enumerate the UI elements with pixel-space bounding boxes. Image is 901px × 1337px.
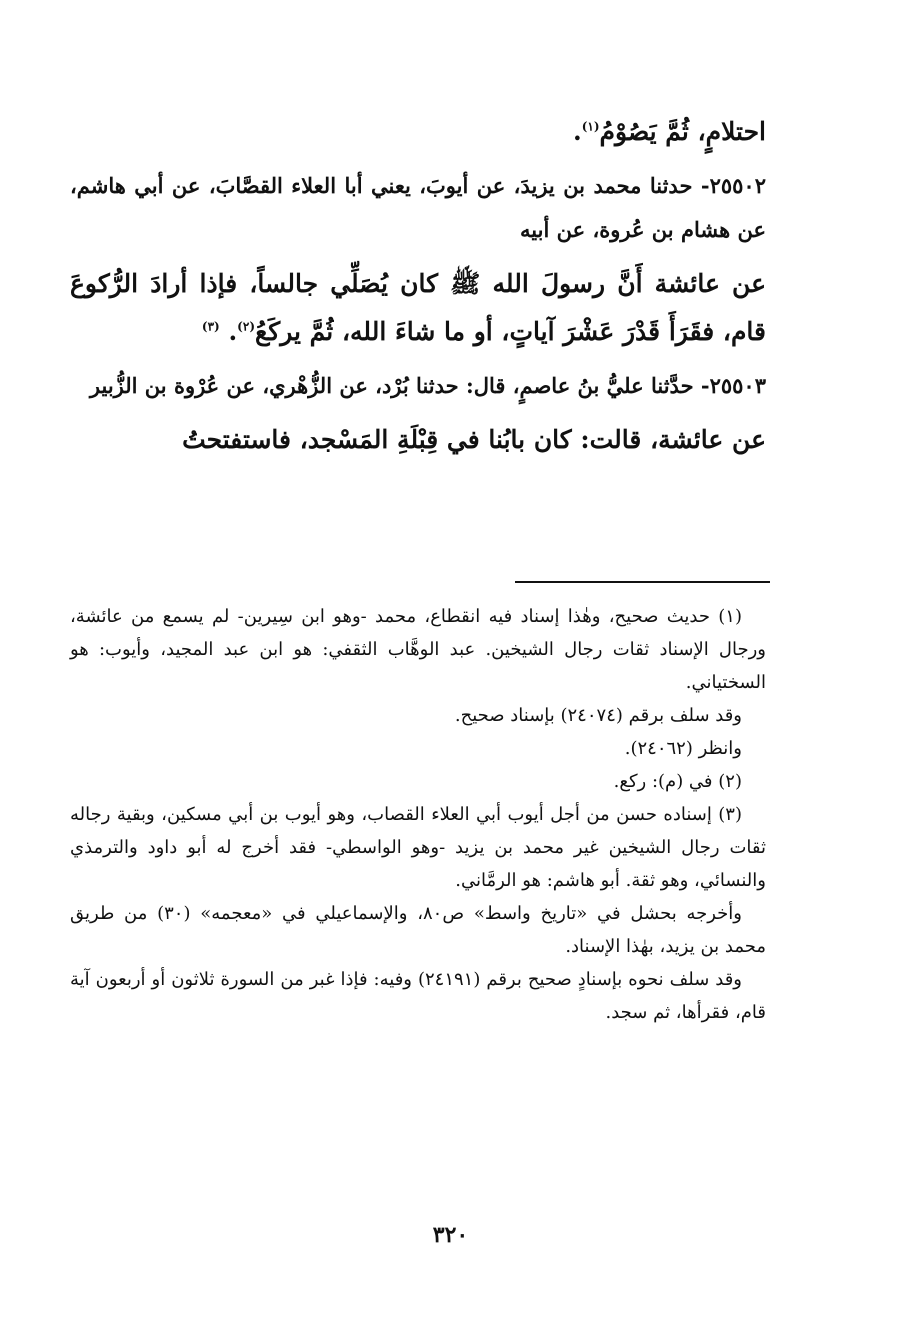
period: .	[228, 317, 238, 346]
isnad-25502: ٢٥٥٠٢- حدثنا محمد بن يزيدَ، عن أيوبَ، يعني أبا العلاء القصَّابَ، عن أبي هاشم، عن هشام بن عُروة، عن أبيه	[70, 173, 766, 242]
hadith-text-continuation	[70, 108, 766, 156]
footnote-3-cross-ref: وقد سلف نحوه بإسنادٍ صحيح برقم (٢٤١٩١) وفيه: فإذا غبر من السورة ثلاثون أو أربعون آية قام، فقرأها، ثم سجد.	[70, 969, 766, 1023]
period: .	[573, 117, 582, 146]
footnote-ref: (٢)	[237, 319, 255, 334]
footnote-1: (١) حديث صحيح، وهٰذا إسناد فيه انقطاع، محمد -وهو ابن سِيرين- لم يسمع من عائشة، ورجال الإسناد ثقات رجال الشيخين. عبد الوهَّاب الثقفي: هو ابن عبد المجيد، وأيوب: هو السختياني.	[70, 606, 766, 693]
footnotes	[70, 600, 766, 1029]
main-text	[70, 108, 766, 464]
footnote-1-cross-ref: وقد سلف برقم (٢٤٠٧٤) بإسناد صحيح.	[454, 705, 742, 726]
page-number: ٣٢٠	[432, 1222, 469, 1248]
matn-25502	[70, 260, 766, 356]
matn-text: عن عائشة أَنَّ رسولَ الله ﷺ كان يُصَلِّي جالساً، فإذا أرادَ الرُّكوعَ قام، فقَرَأَ قَدْرَ عَشْرَ آياتٍ، أو ما شاءَ الله، ثُمَّ يركَعُ	[70, 269, 766, 346]
matn-25503: عن عائشة، قالت: كان بابُنا في قِبْلَةِ المَسْجد، فاستفتحتُ	[182, 425, 766, 454]
footnote-1-see-also: وانظر (٢٤٠٦٢).	[624, 738, 742, 759]
footnote-ref: (٣)	[201, 319, 220, 334]
footnote-separator	[515, 581, 770, 583]
footnote-3: (٣) إسناده حسن من أجل أيوب أبي العلاء القصاب، وهو أيوب بن أبي مسكين، وبقية رجاله ثقات رجال الشيخين غير محمد بن يزيد -وهو الواسطي- فقد أخرج له أبو داود والترمذي والنسائي، وهو ثقة. أبو هاشم: هو الرمَّاني.	[70, 804, 766, 891]
isnad-25503: ٢٥٥٠٣- حدَّثنا عليُّ بنُ عاصمٍ، قال: حدثنا بُرْد، عن الزُّهْري، عن عُرْوة بن الزُّبير	[89, 373, 766, 398]
footnote-3-takhrij: وأخرجه بحشل في «تاريخ واسط» ص٨٠، والإسماعيلي في «معجمه» (٣٠) من طريق محمد بن يزيد، بهٰذا الإسناد.	[70, 903, 766, 957]
footnote-2: (٢) في (م): ركع.	[613, 771, 742, 792]
hadith-text: احتلامٍ، ثُمَّ يَصُوْمُ	[599, 117, 766, 146]
footnote-ref: (١)	[581, 119, 600, 134]
